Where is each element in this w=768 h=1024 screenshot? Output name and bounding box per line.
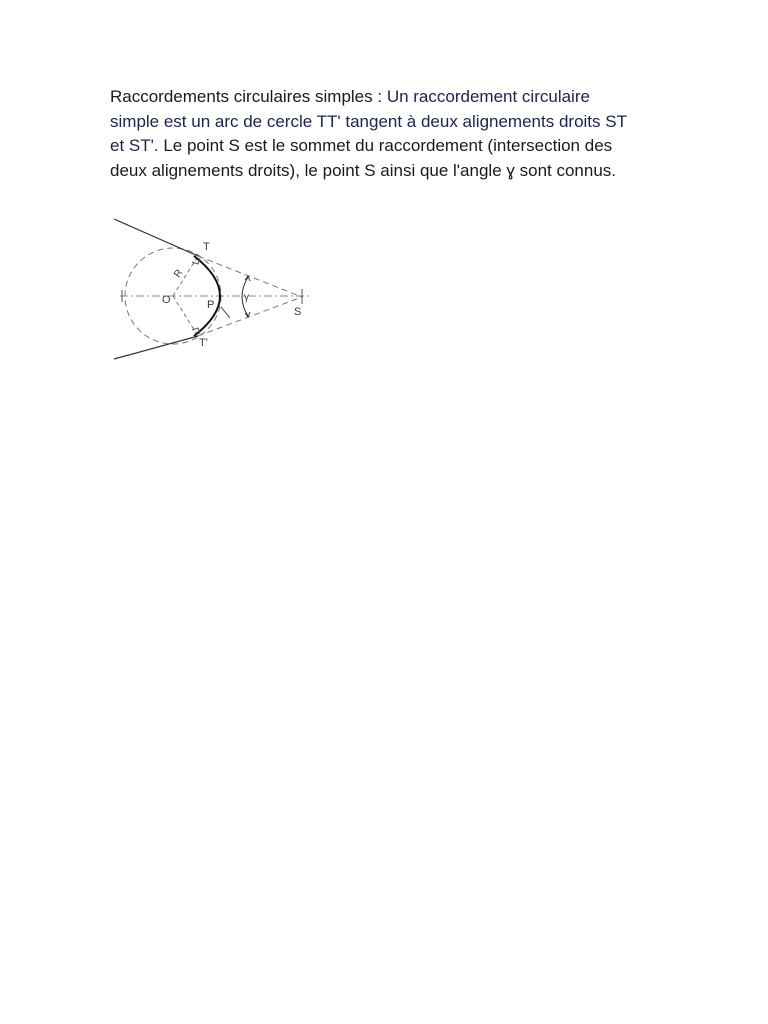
- tangent-line-top: [114, 219, 198, 256]
- label-p: P: [207, 299, 215, 311]
- tick-p: [221, 307, 230, 318]
- label-s: S: [294, 306, 302, 318]
- label-r: R: [172, 267, 186, 280]
- label-t: T: [203, 241, 210, 253]
- description-text: Le point S est le sommet du raccordement (intersection des deux alignements droits), le point S ainsi que l'angle ɣ sont connus.: [110, 136, 617, 180]
- intro-text: Raccordements circulaires simples :: [110, 87, 387, 106]
- circular-curve-diagram: [106, 214, 316, 364]
- body-paragraph: [110, 85, 635, 183]
- tangent-line-bottom: [114, 336, 198, 359]
- label-gamma: γ: [244, 292, 249, 303]
- label-o: O: [162, 294, 171, 306]
- radius-otp: [173, 296, 198, 336]
- definition-text: Un raccordement circulaire simple est un arc de cercle TT' tangent à deux alignements droits ST et ST'.: [110, 87, 627, 155]
- label-t-prime: T': [199, 337, 208, 349]
